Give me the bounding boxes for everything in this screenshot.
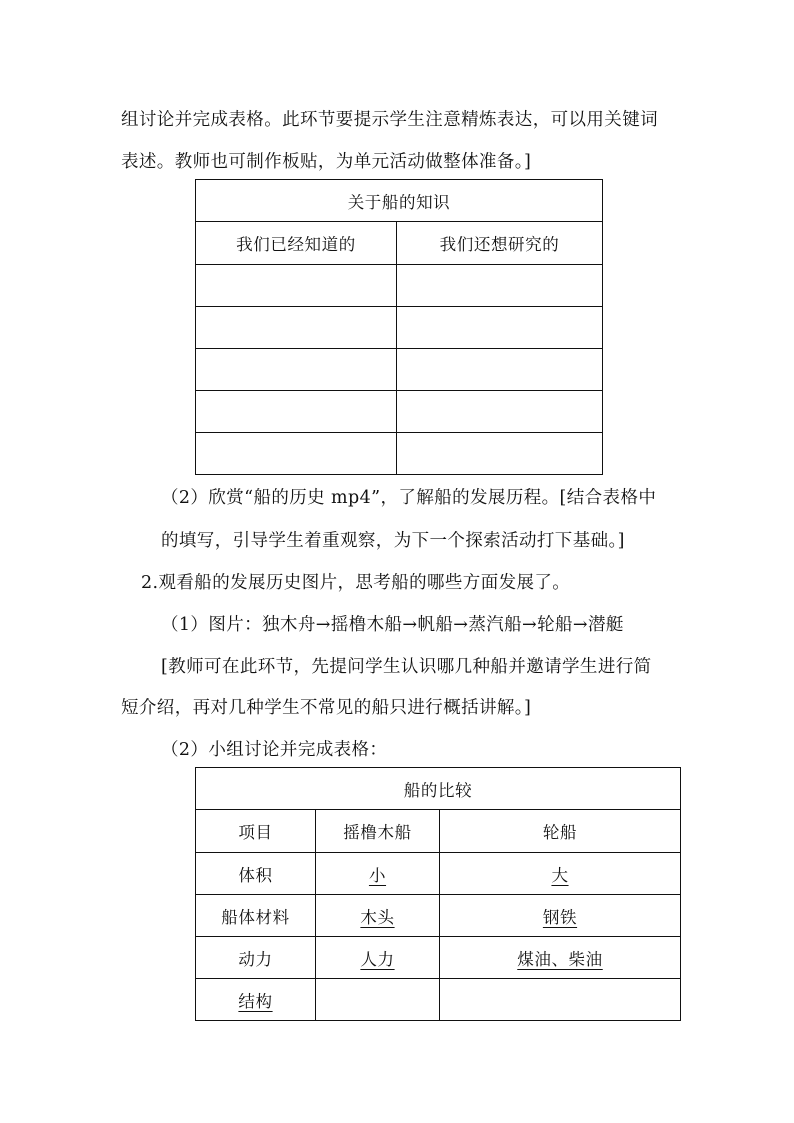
- paragraph-line: （2）小组讨论并完成表格：: [161, 740, 388, 760]
- paragraph-line: 的填写，引导学生着重观察，为下一个探索活动打下基础。]: [161, 531, 625, 551]
- paragraph-line: （2）欣赏“船的历史 mp4”，了解船的发展历程。[结合表格中: [161, 488, 657, 508]
- table-cell: 煤油、柴油: [517, 949, 603, 969]
- table-title: 关于船的知识: [196, 180, 603, 222]
- table-row: [196, 853, 681, 895]
- paragraph-line: （1）图片：独木舟→摇橹木船→帆船→蒸汽船→轮船→潜艇: [161, 615, 624, 635]
- table-row: [196, 265, 603, 307]
- table-cell: 木头: [360, 907, 395, 927]
- paragraph-line: [教师可在此环节，先提问学生认识哪几种船并邀请学生进行简: [161, 657, 652, 677]
- table-cell: [196, 307, 397, 349]
- table-cell: [397, 265, 603, 307]
- table-cell: [397, 433, 603, 475]
- column-header: 项目: [196, 810, 316, 853]
- paragraph-line: 短介绍，再对几种学生不常见的船只进行概括讲解。]: [121, 698, 532, 718]
- column-header: 我们还想研究的: [397, 222, 603, 265]
- row-label: 体积: [196, 853, 316, 895]
- table-cell: [196, 391, 397, 433]
- table-cell: 小: [368, 865, 387, 885]
- table-cell: [196, 433, 397, 475]
- paragraph-line: 表述。教师也可制作板贴，为单元活动做整体准备。]: [121, 152, 532, 172]
- table-cell: [397, 307, 603, 349]
- table-title: 船的比较: [196, 768, 681, 810]
- column-header: 摇橹木船: [316, 810, 440, 853]
- table-row: [196, 895, 681, 937]
- row-label: 动力: [196, 937, 316, 979]
- table-cell: [316, 979, 440, 1021]
- table-cell: [397, 391, 603, 433]
- table-cell: 大: [551, 865, 569, 885]
- table-row: [196, 937, 681, 979]
- table-cell: [196, 349, 397, 391]
- table-cell: [440, 979, 681, 1021]
- table-row: [196, 391, 603, 433]
- table-cell: 钢铁: [542, 907, 578, 927]
- table-row: [196, 307, 603, 349]
- table-cell: [397, 349, 603, 391]
- knowledge-table: [195, 179, 603, 475]
- table-cell: [196, 265, 397, 307]
- column-header: 我们已经知道的: [196, 222, 397, 265]
- paragraph-line: 2.观看船的发展历史图片，思考船的哪些方面发展了。: [141, 573, 571, 593]
- table-row: [196, 433, 603, 475]
- column-header: 轮船: [440, 810, 681, 853]
- table-row: [196, 979, 681, 1021]
- row-label: 结构: [238, 991, 273, 1011]
- row-label: 船体材料: [196, 895, 316, 937]
- table-row: [196, 349, 603, 391]
- paragraph-line: 组讨论并完成表格。此环节要提示学生注意精炼表达，可以用关键词: [121, 110, 658, 130]
- table-cell: 人力: [360, 949, 395, 969]
- comparison-table: [195, 767, 681, 1021]
